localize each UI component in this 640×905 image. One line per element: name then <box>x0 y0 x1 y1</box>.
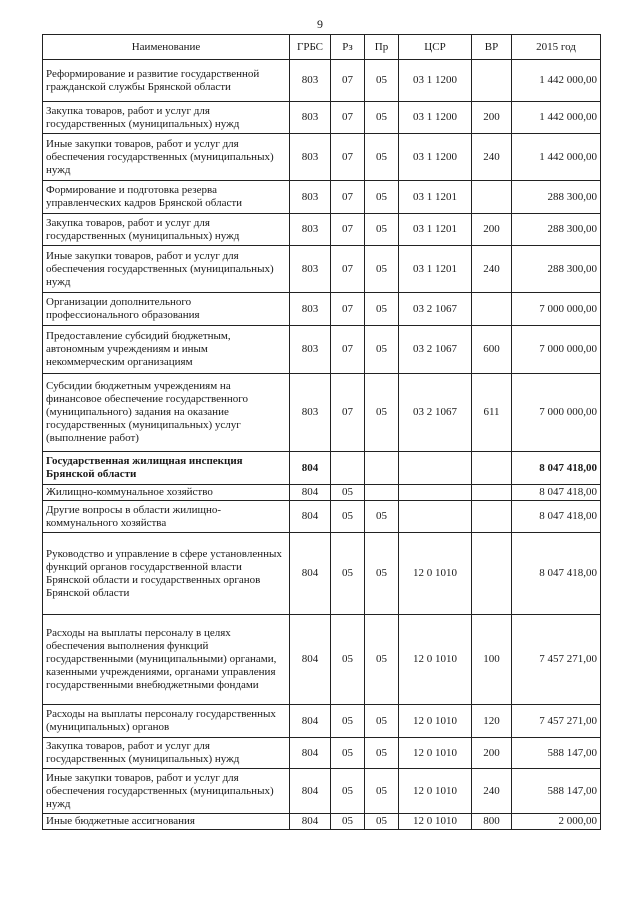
header-name: Наименование <box>43 35 290 60</box>
header-grbs: ГРБС <box>290 35 331 60</box>
cell-grbs: 803 <box>290 326 331 374</box>
cell-rz: 05 <box>331 705 365 738</box>
cell-name: Иные закупки товаров, работ и услуг для обеспечения государственных (муниципальных) нужд <box>43 134 290 181</box>
cell-grbs: 803 <box>290 134 331 181</box>
cell-name: Расходы на выплаты персоналу государственных (муниципальных) органов <box>43 705 290 738</box>
cell-grbs: 803 <box>290 60 331 102</box>
table-row <box>43 181 601 214</box>
header-csr: ЦСР <box>399 35 472 60</box>
cell-csr <box>399 501 472 533</box>
cell-rz: 05 <box>331 485 365 501</box>
cell-vr: 200 <box>472 738 512 769</box>
cell-pr <box>365 452 399 485</box>
cell-rz: 07 <box>331 293 365 326</box>
cell-amount: 7 457 271,00 <box>512 705 601 738</box>
cell-vr: 240 <box>472 769 512 814</box>
cell-vr <box>472 533 512 615</box>
cell-rz: 05 <box>331 501 365 533</box>
cell-amount: 288 300,00 <box>512 181 601 214</box>
cell-amount: 7 000 000,00 <box>512 326 601 374</box>
cell-name: Субсидии бюджетным учреждениям на финансовое обеспечение государственного (муниципального) задания на оказание государственных (муниципальных) услуг (выполнение работ) <box>43 374 290 452</box>
page-number: 9 <box>317 17 323 31</box>
cell-name: Организации дополнительного профессионального образования <box>43 293 290 326</box>
cell-vr: 120 <box>472 705 512 738</box>
budget-table <box>42 34 601 830</box>
cell-csr: 03 2 1067 <box>399 374 472 452</box>
cell-grbs: 804 <box>290 615 331 705</box>
cell-name: Иные закупки товаров, работ и услуг для обеспечения государственных (муниципальных) нужд <box>43 769 290 814</box>
cell-name: Закупка товаров, работ и услуг для государственных (муниципальных) нужд <box>43 738 290 769</box>
table-row <box>43 214 601 246</box>
table-row <box>43 485 601 501</box>
cell-amount: 288 300,00 <box>512 246 601 293</box>
table-row <box>43 246 601 293</box>
cell-rz: 07 <box>331 326 365 374</box>
cell-grbs: 803 <box>290 246 331 293</box>
cell-rz: 05 <box>331 769 365 814</box>
cell-amount: 1 442 000,00 <box>512 60 601 102</box>
cell-csr: 03 1 1201 <box>399 214 472 246</box>
cell-rz: 07 <box>331 374 365 452</box>
cell-amount: 8 047 418,00 <box>512 501 601 533</box>
cell-pr: 05 <box>365 181 399 214</box>
header-pr: Пр <box>365 35 399 60</box>
cell-vr: 200 <box>472 102 512 134</box>
cell-rz: 07 <box>331 246 365 293</box>
cell-vr: 611 <box>472 374 512 452</box>
cell-vr: 800 <box>472 814 512 830</box>
cell-csr: 12 0 1010 <box>399 738 472 769</box>
table-row <box>43 533 601 615</box>
table-row <box>43 60 601 102</box>
cell-grbs: 804 <box>290 738 331 769</box>
table-row <box>43 615 601 705</box>
cell-pr: 05 <box>365 134 399 181</box>
cell-grbs: 804 <box>290 769 331 814</box>
cell-grbs: 803 <box>290 102 331 134</box>
cell-csr: 03 1 1201 <box>399 181 472 214</box>
cell-csr <box>399 452 472 485</box>
table-row <box>43 705 601 738</box>
table-row <box>43 769 601 814</box>
table-row <box>43 501 601 533</box>
cell-vr: 600 <box>472 326 512 374</box>
cell-vr: 200 <box>472 214 512 246</box>
cell-grbs: 804 <box>290 485 331 501</box>
cell-csr: 12 0 1010 <box>399 814 472 830</box>
cell-name: Расходы на выплаты персоналу в целях обеспечения выполнения функций государственными (муниципальными) органами, казенными учреждениями, органами управления государственными внебюджетными фондами <box>43 615 290 705</box>
cell-pr: 05 <box>365 326 399 374</box>
cell-vr <box>472 293 512 326</box>
cell-vr <box>472 181 512 214</box>
table-row <box>43 814 601 830</box>
cell-name: Реформирование и развитие государственной гражданской службы Брянской области <box>43 60 290 102</box>
cell-rz: 05 <box>331 533 365 615</box>
table-row <box>43 293 601 326</box>
cell-vr <box>472 501 512 533</box>
cell-amount: 2 000,00 <box>512 814 601 830</box>
cell-vr: 100 <box>472 615 512 705</box>
table-body <box>43 60 601 830</box>
cell-grbs: 803 <box>290 293 331 326</box>
cell-vr: 240 <box>472 246 512 293</box>
cell-grbs: 803 <box>290 374 331 452</box>
cell-name: Формирование и подготовка резерва управленческих кадров Брянской области <box>43 181 290 214</box>
cell-csr: 03 2 1067 <box>399 326 472 374</box>
cell-pr: 05 <box>365 501 399 533</box>
cell-name: Закупка товаров, работ и услуг для государственных (муниципальных) нужд <box>43 102 290 134</box>
cell-vr <box>472 60 512 102</box>
cell-pr: 05 <box>365 738 399 769</box>
table-row <box>43 102 601 134</box>
header-rz: Рз <box>331 35 365 60</box>
cell-rz: 07 <box>331 134 365 181</box>
table-row <box>43 134 601 181</box>
cell-amount: 1 442 000,00 <box>512 134 601 181</box>
cell-rz: 07 <box>331 214 365 246</box>
cell-csr: 03 1 1200 <box>399 134 472 181</box>
table-row <box>43 326 601 374</box>
cell-amount: 8 047 418,00 <box>512 485 601 501</box>
cell-grbs: 804 <box>290 814 331 830</box>
cell-rz <box>331 452 365 485</box>
cell-csr: 12 0 1010 <box>399 615 472 705</box>
cell-pr: 05 <box>365 293 399 326</box>
cell-csr: 03 1 1200 <box>399 60 472 102</box>
table-row <box>43 374 601 452</box>
cell-name: Предоставление субсидий бюджетным, автономным учреждениям и иным некоммерческим организациям <box>43 326 290 374</box>
cell-pr: 05 <box>365 102 399 134</box>
cell-amount: 588 147,00 <box>512 769 601 814</box>
cell-amount: 7 457 271,00 <box>512 615 601 705</box>
cell-rz: 05 <box>331 814 365 830</box>
header-vr: ВР <box>472 35 512 60</box>
cell-rz: 07 <box>331 181 365 214</box>
cell-csr: 12 0 1010 <box>399 533 472 615</box>
cell-amount: 288 300,00 <box>512 214 601 246</box>
cell-vr <box>472 452 512 485</box>
cell-csr: 03 1 1201 <box>399 246 472 293</box>
cell-pr: 05 <box>365 214 399 246</box>
cell-rz: 07 <box>331 102 365 134</box>
cell-grbs: 804 <box>290 501 331 533</box>
cell-amount: 8 047 418,00 <box>512 452 601 485</box>
cell-grbs: 803 <box>290 214 331 246</box>
cell-amount: 1 442 000,00 <box>512 102 601 134</box>
cell-rz: 05 <box>331 738 365 769</box>
cell-vr <box>472 485 512 501</box>
cell-csr <box>399 485 472 501</box>
cell-name: Закупка товаров, работ и услуг для государственных (муниципальных) нужд <box>43 214 290 246</box>
cell-pr: 05 <box>365 246 399 293</box>
cell-pr <box>365 485 399 501</box>
cell-pr: 05 <box>365 814 399 830</box>
cell-csr: 03 1 1200 <box>399 102 472 134</box>
cell-csr: 03 2 1067 <box>399 293 472 326</box>
table-row <box>43 738 601 769</box>
cell-name: Иные закупки товаров, работ и услуг для обеспечения государственных (муниципальных) нужд <box>43 246 290 293</box>
header-amount: 2015 год <box>512 35 601 60</box>
cell-pr: 05 <box>365 533 399 615</box>
cell-rz: 05 <box>331 615 365 705</box>
cell-grbs: 803 <box>290 181 331 214</box>
cell-csr: 12 0 1010 <box>399 769 472 814</box>
cell-vr: 240 <box>472 134 512 181</box>
cell-name: Руководство и управление в сфере установленных функций органов государственной власти Брянской области и государственных органов Брянской области <box>43 533 290 615</box>
cell-grbs: 804 <box>290 452 331 485</box>
cell-rz: 07 <box>331 60 365 102</box>
cell-pr: 05 <box>365 615 399 705</box>
cell-grbs: 804 <box>290 533 331 615</box>
cell-amount: 7 000 000,00 <box>512 293 601 326</box>
cell-amount: 588 147,00 <box>512 738 601 769</box>
cell-name: Другие вопросы в области жилищно-коммунального хозяйства <box>43 501 290 533</box>
cell-amount: 7 000 000,00 <box>512 374 601 452</box>
cell-grbs: 804 <box>290 705 331 738</box>
cell-pr: 05 <box>365 705 399 738</box>
cell-csr: 12 0 1010 <box>399 705 472 738</box>
cell-pr: 05 <box>365 60 399 102</box>
table-header-row <box>43 35 601 60</box>
cell-name: Государственная жилищная инспекция Брянской области <box>43 452 290 485</box>
cell-amount: 8 047 418,00 <box>512 533 601 615</box>
table-row <box>43 452 601 485</box>
cell-pr: 05 <box>365 374 399 452</box>
cell-name: Жилищно-коммунальное хозяйство <box>43 485 290 501</box>
cell-pr: 05 <box>365 769 399 814</box>
cell-name: Иные бюджетные ассигнования <box>43 814 290 830</box>
